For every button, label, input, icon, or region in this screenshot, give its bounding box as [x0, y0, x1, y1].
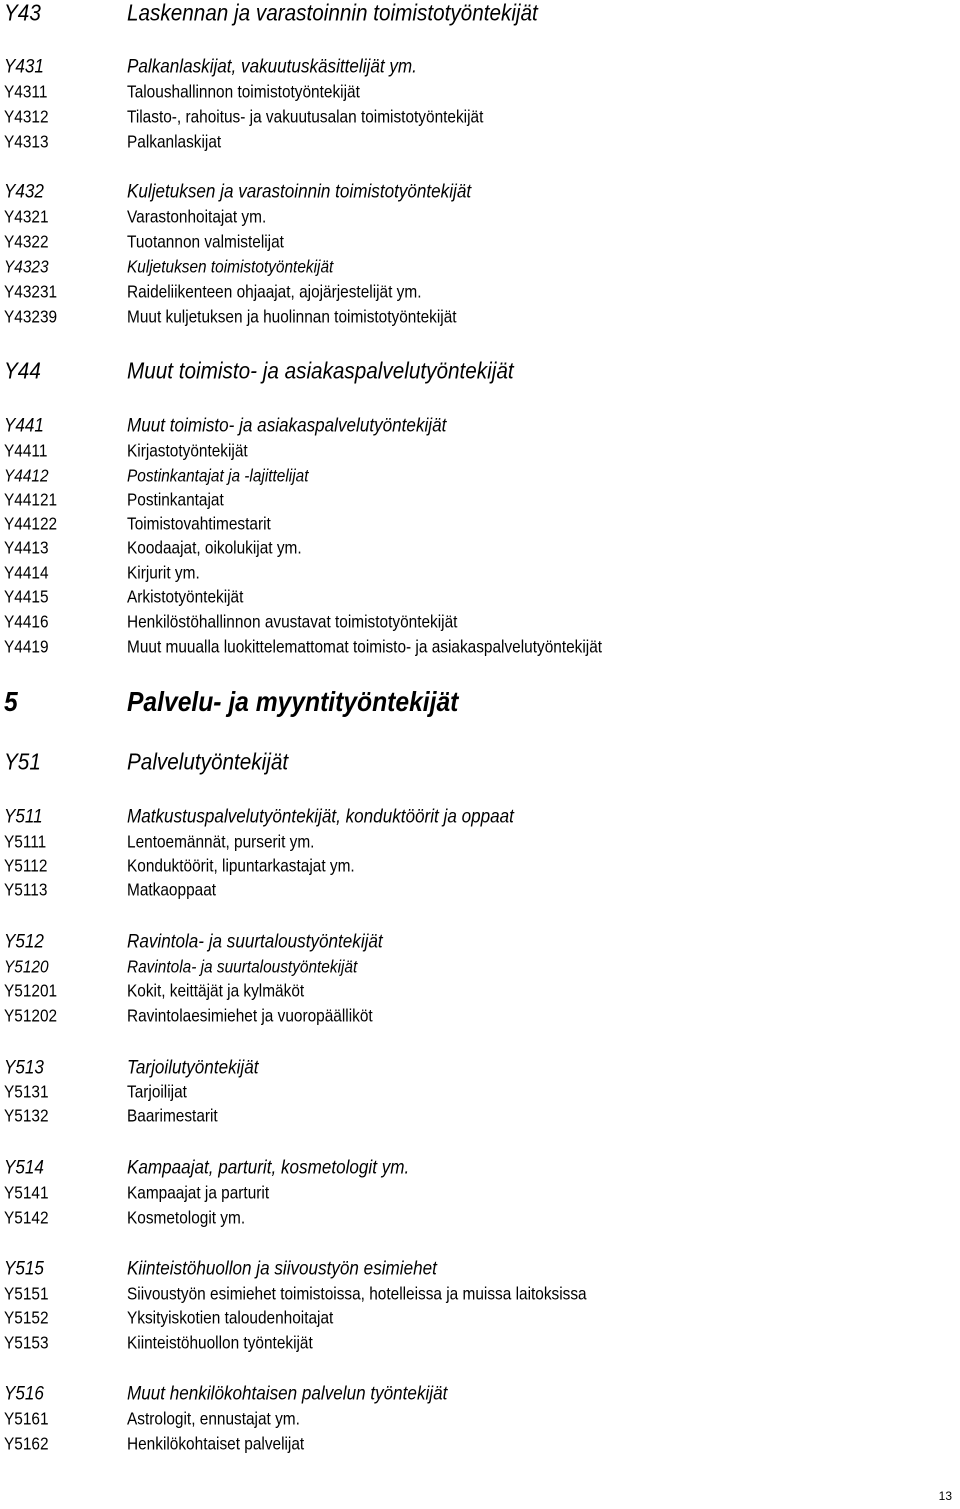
occupation-code: Y4415	[4, 586, 49, 607]
occupation-code: Y5113	[4, 879, 48, 900]
occupation-title: Kosmetologit ym.	[127, 1207, 246, 1228]
occupation-title: Astrologit, ennustajat ym.	[127, 1408, 300, 1429]
occupation-title: Henkilöstöhallinnon avustavat toimistotyöntekijät	[127, 611, 458, 632]
occupation-title: Siivoustyön esimiehet toimistoissa, hotelleissa ja muissa laitoksissa	[127, 1283, 587, 1304]
occupation-title: Matkustuspalvelutyöntekijät, konduktöörit ja oppaat	[127, 806, 514, 828]
occupation-title: Tarjoilutyöntekijät	[127, 1057, 259, 1079]
occupation-title: Palvelu- ja myyntityöntekijät	[127, 686, 459, 717]
occupation-title: Muut kuljetuksen ja huolinnan toimistotyöntekijät	[127, 306, 457, 327]
occupation-title: Ravintola- ja suurtaloustyöntekijät	[127, 931, 383, 953]
occupation-code: Y4312	[4, 106, 49, 127]
occupation-code: Y4313	[4, 131, 49, 152]
occupation-title: Palkanlaskijat	[127, 131, 222, 152]
occupation-code: Y4419	[4, 636, 49, 657]
occupation-title: Kiinteistöhuollon työntekijät	[127, 1332, 313, 1353]
occupation-code: Y512	[4, 931, 44, 953]
occupation-code: Y441	[4, 415, 44, 437]
occupation-code: Y51	[4, 748, 41, 775]
occupation-code: Y4414	[4, 562, 49, 583]
occupation-title: Kokit, keittäjät ja kylmäköt	[127, 980, 305, 1001]
occupation-title: Lentoemännät, purserit ym.	[127, 831, 315, 852]
occupation-title: Palvelutyöntekijät	[127, 748, 289, 775]
occupation-title: Muut toimisto- ja asiakaspalvelutyöntekijät	[127, 357, 514, 384]
occupation-title: Muut muualla luokittelemattomat toimisto- ja asiakaspalvelutyöntekijät	[127, 636, 603, 657]
occupation-code: Y5141	[4, 1182, 49, 1203]
occupation-title: Matkaoppaat	[127, 879, 217, 900]
occupation-code: Y51201	[4, 980, 58, 1001]
occupation-code: Y44122	[4, 513, 58, 534]
occupation-code: Y4323	[4, 256, 49, 277]
occupation-title: Varastonhoitajat ym.	[127, 206, 267, 227]
occupation-code: Y432	[4, 181, 44, 203]
occupation-title: Muut toimisto- ja asiakaspalvelutyöntekijät	[127, 415, 447, 437]
occupation-title: Arkistotyöntekijät	[127, 586, 244, 607]
occupation-code: Y5161	[4, 1408, 49, 1429]
occupation-code: Y516	[4, 1383, 44, 1405]
occupation-title: Kirjastotyöntekijät	[127, 440, 248, 461]
occupation-code: Y5112	[4, 855, 48, 876]
occupation-title: Baarimestarit	[127, 1105, 218, 1126]
occupation-title: Kampaajat ja parturit	[127, 1182, 270, 1203]
occupation-code: Y5151	[4, 1283, 49, 1304]
occupation-code: Y43239	[4, 306, 58, 327]
occupation-code: Y4411	[4, 440, 48, 461]
occupation-title: Tuotannon valmistelijat	[127, 231, 284, 252]
occupation-title: Postinkantajat	[127, 489, 224, 510]
occupation-code: Y5111	[4, 831, 47, 852]
occupation-code: Y4321	[4, 206, 49, 227]
occupation-title: Kuljetuksen toimistotyöntekijät	[127, 256, 334, 277]
occupation-title: Kuljetuksen ja varastoinnin toimistotyöntekijät	[127, 181, 472, 203]
occupation-title: Henkilökohtaiset palvelijat	[127, 1433, 305, 1454]
occupation-code: Y44121	[4, 489, 58, 510]
occupation-title: Kiinteistöhuollon ja siivoustyön esimiehet	[127, 1258, 437, 1280]
occupation-title: Tilasto-, rahoitus- ja vakuutusalan toimistotyöntekijät	[127, 106, 484, 127]
occupation-code: Y51202	[4, 1005, 58, 1026]
occupation-code: Y511	[4, 806, 43, 828]
occupation-code: Y4416	[4, 611, 49, 632]
occupation-title: Konduktöörit, lipuntarkastajat ym.	[127, 855, 355, 876]
occupation-title: Yksityiskotien taloudenhoitajat	[127, 1307, 334, 1328]
occupation-code: Y5131	[4, 1081, 49, 1102]
occupation-code: Y5132	[4, 1105, 49, 1126]
occupation-title: Ravintolaesimiehet ja vuoropäälliköt	[127, 1005, 373, 1026]
occupation-title: Tarjoilijat	[127, 1081, 187, 1102]
occupation-title: Postinkantajat ja -lajittelijat	[127, 465, 309, 486]
occupation-title: Toimistovahtimestarit	[127, 513, 271, 534]
page-number: 13	[938, 1489, 952, 1503]
occupation-code: Y431	[4, 56, 44, 78]
occupation-code: 5	[4, 686, 18, 717]
occupation-title: Taloushallinnon toimistotyöntekijät	[127, 81, 360, 102]
occupation-code: Y44	[4, 357, 41, 384]
occupation-code: Y5152	[4, 1307, 49, 1328]
occupation-code: Y5153	[4, 1332, 49, 1353]
occupation-code: Y5162	[4, 1433, 49, 1454]
occupation-code: Y514	[4, 1157, 44, 1179]
occupation-code: Y513	[4, 1057, 44, 1079]
occupation-code: Y43231	[4, 281, 58, 302]
occupation-title: Muut henkilökohtaisen palvelun työntekijät	[127, 1383, 448, 1405]
occupation-title: Kirjurit ym.	[127, 562, 200, 583]
occupation-code: Y43	[4, 0, 41, 26]
occupation-title: Palkanlaskijat, vakuutuskäsittelijät ym.	[127, 56, 417, 78]
occupation-title: Kampaajat, parturit, kosmetologit ym.	[127, 1157, 410, 1179]
occupation-title: Ravintola- ja suurtaloustyöntekijät	[127, 956, 358, 977]
occupation-title: Koodaajat, oikolukijat ym.	[127, 537, 302, 558]
occupation-code: Y5142	[4, 1207, 49, 1228]
occupation-code: Y4311	[4, 81, 48, 102]
occupation-code: Y4413	[4, 537, 49, 558]
occupation-title: Laskennan ja varastoinnin toimistotyöntekijät	[127, 0, 538, 26]
occupation-code: Y4412	[4, 465, 49, 486]
occupation-code: Y4322	[4, 231, 49, 252]
occupation-code: Y515	[4, 1258, 44, 1280]
occupation-code: Y5120	[4, 956, 49, 977]
occupation-title: Raideliikenteen ohjaajat, ajojärjestelijät ym.	[127, 281, 422, 302]
